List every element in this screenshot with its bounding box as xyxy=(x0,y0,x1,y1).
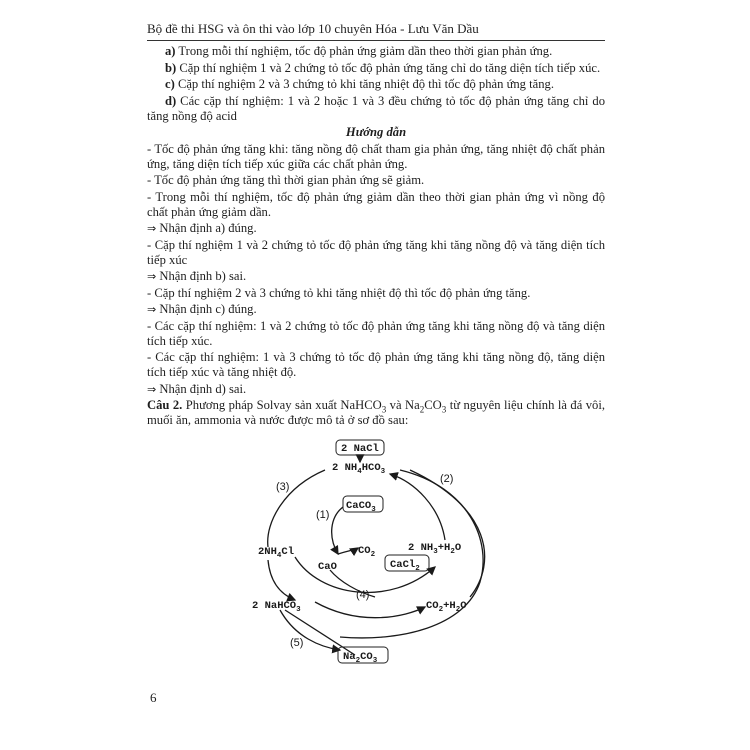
statement-d xyxy=(147,94,605,124)
nahco3-label: 2 NaHCO$_3$ xyxy=(252,600,301,614)
question-2: Câu 2. Phương pháp Solvay sản xuất NaHCO$_3$ và $Na_2CO_3$ từ nguyên liệu chính là đá vôi, muối ăn, ammonia và nước được mô tả ở sơ đồ sau: xyxy=(147,398,605,427)
guide-line-c: - Cặp thí nghiệm 2 và 3 chứng tỏ khi tăng nhiệt độ thì tốc độ phản ứng tăng. xyxy=(147,285,531,300)
caco3-label: CaCO$_3$ xyxy=(346,500,376,514)
statement-c-label: c) xyxy=(165,77,175,91)
guide-line-b: - Cặp thí nghiệm 1 và 2 chứng tỏ tốc độ phản ứng tăng khi tăng nồng độ và tăng diện tích tiếp xúc xyxy=(147,237,605,267)
statement-a-label: a) xyxy=(165,44,176,58)
implies-arrow-icon: ⇒ xyxy=(147,303,157,316)
conclusion-a-text: Nhận định a) đúng. xyxy=(156,221,257,235)
statement-b xyxy=(147,61,605,76)
guide-line-d2: - Các cặp thí nghiệm: 1 và 3 chứng tỏ tốc độ phản ứng tăng khi tăng nồng độ, tăng diện tích tiếp xúc và tăng nhiệt độ. xyxy=(147,350,605,379)
step-label: (3) xyxy=(276,481,290,493)
conclusion-d xyxy=(147,382,605,397)
nh3-h2o-label: 2 $NH_3+H_2O$ xyxy=(408,542,462,556)
implies-arrow-icon: ⇒ xyxy=(147,222,157,235)
implies-arrow-icon: ⇒ xyxy=(147,270,157,283)
guide-line: - Tốc độ phản ứng tăng thì thời gian phản ứng sẽ giảm. xyxy=(147,173,425,187)
conclusion-b xyxy=(147,269,605,284)
guide-line: - Tốc độ phản ứng tăng khi: tăng nồng độ chất tham gia phản ứng, tăng nhiệt độ chất phản ứng, tăng diện tích tiếp xúc giữa các chất phản ứng. xyxy=(147,141,605,171)
solvay-process-diagram xyxy=(240,432,510,677)
step-label: (1) xyxy=(316,509,330,521)
step-3-arrow-icon xyxy=(268,560,295,600)
nacl-label: 2 NaCl xyxy=(341,443,379,455)
guide-line-d1: - Các cặp thí nghiệm: 1 và 2 chứng tỏ tốc độ phản ứng tăng khi tăng nồng độ và tăng diện tích tiếp xúc. xyxy=(147,318,605,348)
statement-d-label: d) xyxy=(165,93,177,108)
implies-arrow-icon: ⇒ xyxy=(147,382,157,396)
statement-d-text: Các cặp thí nghiệm: 1 và 2 hoặc 1 và 3 đều chứng tỏ tốc độ phản ứng tăng chỉ do tăng nồng độ acid xyxy=(147,93,605,123)
nahco3-to-co2h2o-arrow-icon xyxy=(315,602,425,618)
nh4hco3-label: 2 $NH_4HCO_3$ xyxy=(332,462,386,476)
guide-line: - Trong mỗi thí nghiệm, tốc độ phản ứng giảm dần theo thời gian phản ứng vì nồng độ chất phản ứng giảm dần. xyxy=(147,189,605,219)
conclusion-c-text: Nhận định c) đúng. xyxy=(156,302,257,316)
step-1-arrow-icon xyxy=(332,507,343,554)
question-2-label: Câu 2. xyxy=(147,398,183,412)
solvay-diagram-svg xyxy=(240,432,510,677)
statement-a-text: Trong mỗi thí nghiệm, tốc độ phản ứng giảm dần theo thời gian phản ứng. xyxy=(175,44,553,58)
co2-label: $CO_2$ xyxy=(358,545,376,559)
conclusion-d-text: Nhận định d) sai. xyxy=(156,381,247,396)
guide-title: Hướng dẫn xyxy=(345,125,407,139)
document-body xyxy=(147,44,605,430)
conclusion-b-text: Nhận định b) sai. xyxy=(156,269,247,283)
cao-label: CaO xyxy=(318,561,337,573)
co2-h2o-label: $CO_2+H_2O$ xyxy=(426,600,467,614)
nh4cl-label: $2NH_4Cl$ xyxy=(258,546,295,560)
step-label: (5) xyxy=(290,637,304,649)
step-label: (4) xyxy=(356,589,370,601)
statement-b-label: b) xyxy=(165,60,177,75)
conclusion-c xyxy=(147,302,605,317)
statement-b-text: Cặp thí nghiệm 1 và 2 chứng tỏ tốc độ phản ứng tăng chỉ do tăng diện tích tiếp xúc. xyxy=(176,60,601,75)
statement-c xyxy=(147,77,605,92)
running-header: Bộ đề thi HSG và ôn thi vào lớp 10 chuyên Hóa - Lưu Văn Dầu xyxy=(147,20,605,41)
step-5-arrow-icon xyxy=(280,610,340,650)
to-co2-arrow-icon xyxy=(338,548,358,554)
cacl2-label: CaCl$_2$ xyxy=(390,559,420,573)
page-number: 6 xyxy=(150,690,157,705)
statement-c-text: Cặp thí nghiệm 2 và 3 chứng tỏ khi tăng nhiệt độ thì tốc độ phản ứng tăng. xyxy=(174,77,554,91)
step-label: (2) xyxy=(440,473,454,485)
statement-a xyxy=(147,44,605,59)
na2co3-label: $Na_2CO_3$ xyxy=(343,651,378,665)
conclusion-a xyxy=(147,221,605,236)
